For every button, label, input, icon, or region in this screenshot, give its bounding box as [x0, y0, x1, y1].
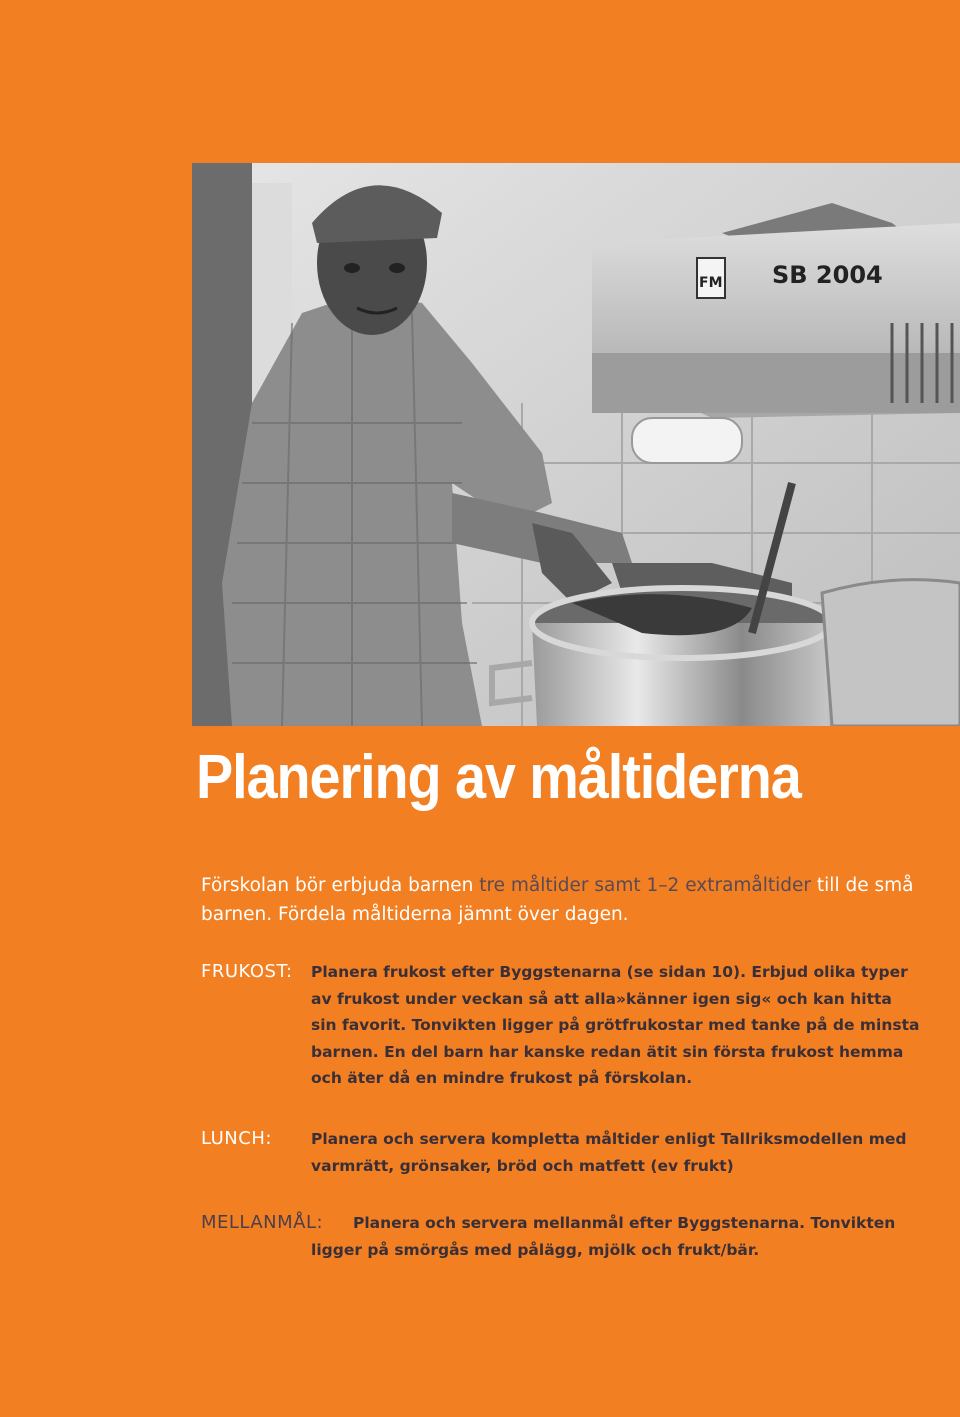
lunch-text: Planera och servera kompletta måltider enligt Tallriksmodellen med varmrätt, grönsaker, bröd och matfett (ev frukt) [311, 1130, 907, 1175]
intro-rest: till de små barnen. Fördela måltiderna jämnt över dagen. [201, 875, 914, 925]
mellanmal-section [201, 1210, 921, 1263]
kitchen-photo-graphic [192, 163, 960, 726]
frukost-section [201, 959, 921, 1092]
kitchen-photo [192, 163, 960, 726]
intro-highlight: tre måltider samt 1–2 extramåltider [479, 875, 812, 896]
frukost-label: FRUKOST: [201, 961, 293, 982]
hood-model-text: SB 2004 [772, 261, 883, 289]
page-title: Planering av måltiderna [196, 743, 801, 812]
mellanmal-text: Planera och servera mellanmål efter Byggstenarna. Tonvikten ligger på smörgås med pålägg, mjölk och frukt/bär. [311, 1214, 896, 1259]
mellanmal-label: MELLANMÅL: [201, 1212, 324, 1233]
lunch-label: LUNCH: [201, 1128, 272, 1149]
intro-paragraph [201, 871, 921, 929]
hood-brand-text: FM [699, 275, 723, 291]
frukost-text: Planera frukost efter Byggstenarna (se sidan 10). Erbjud olika typer av frukost under veckan så att alla»känner igen sig« och kan hitta sin favorit. Tonvikten ligger på grötfrukostar med tanke på de minsta barnen. En del barn har kanske redan ätit sin första frukost hemma och äter då en mindre frukost på förskolan. [311, 963, 920, 1087]
intro-lead: Förskolan bör erbjuda barnen [201, 875, 480, 896]
lunch-section [201, 1126, 921, 1179]
